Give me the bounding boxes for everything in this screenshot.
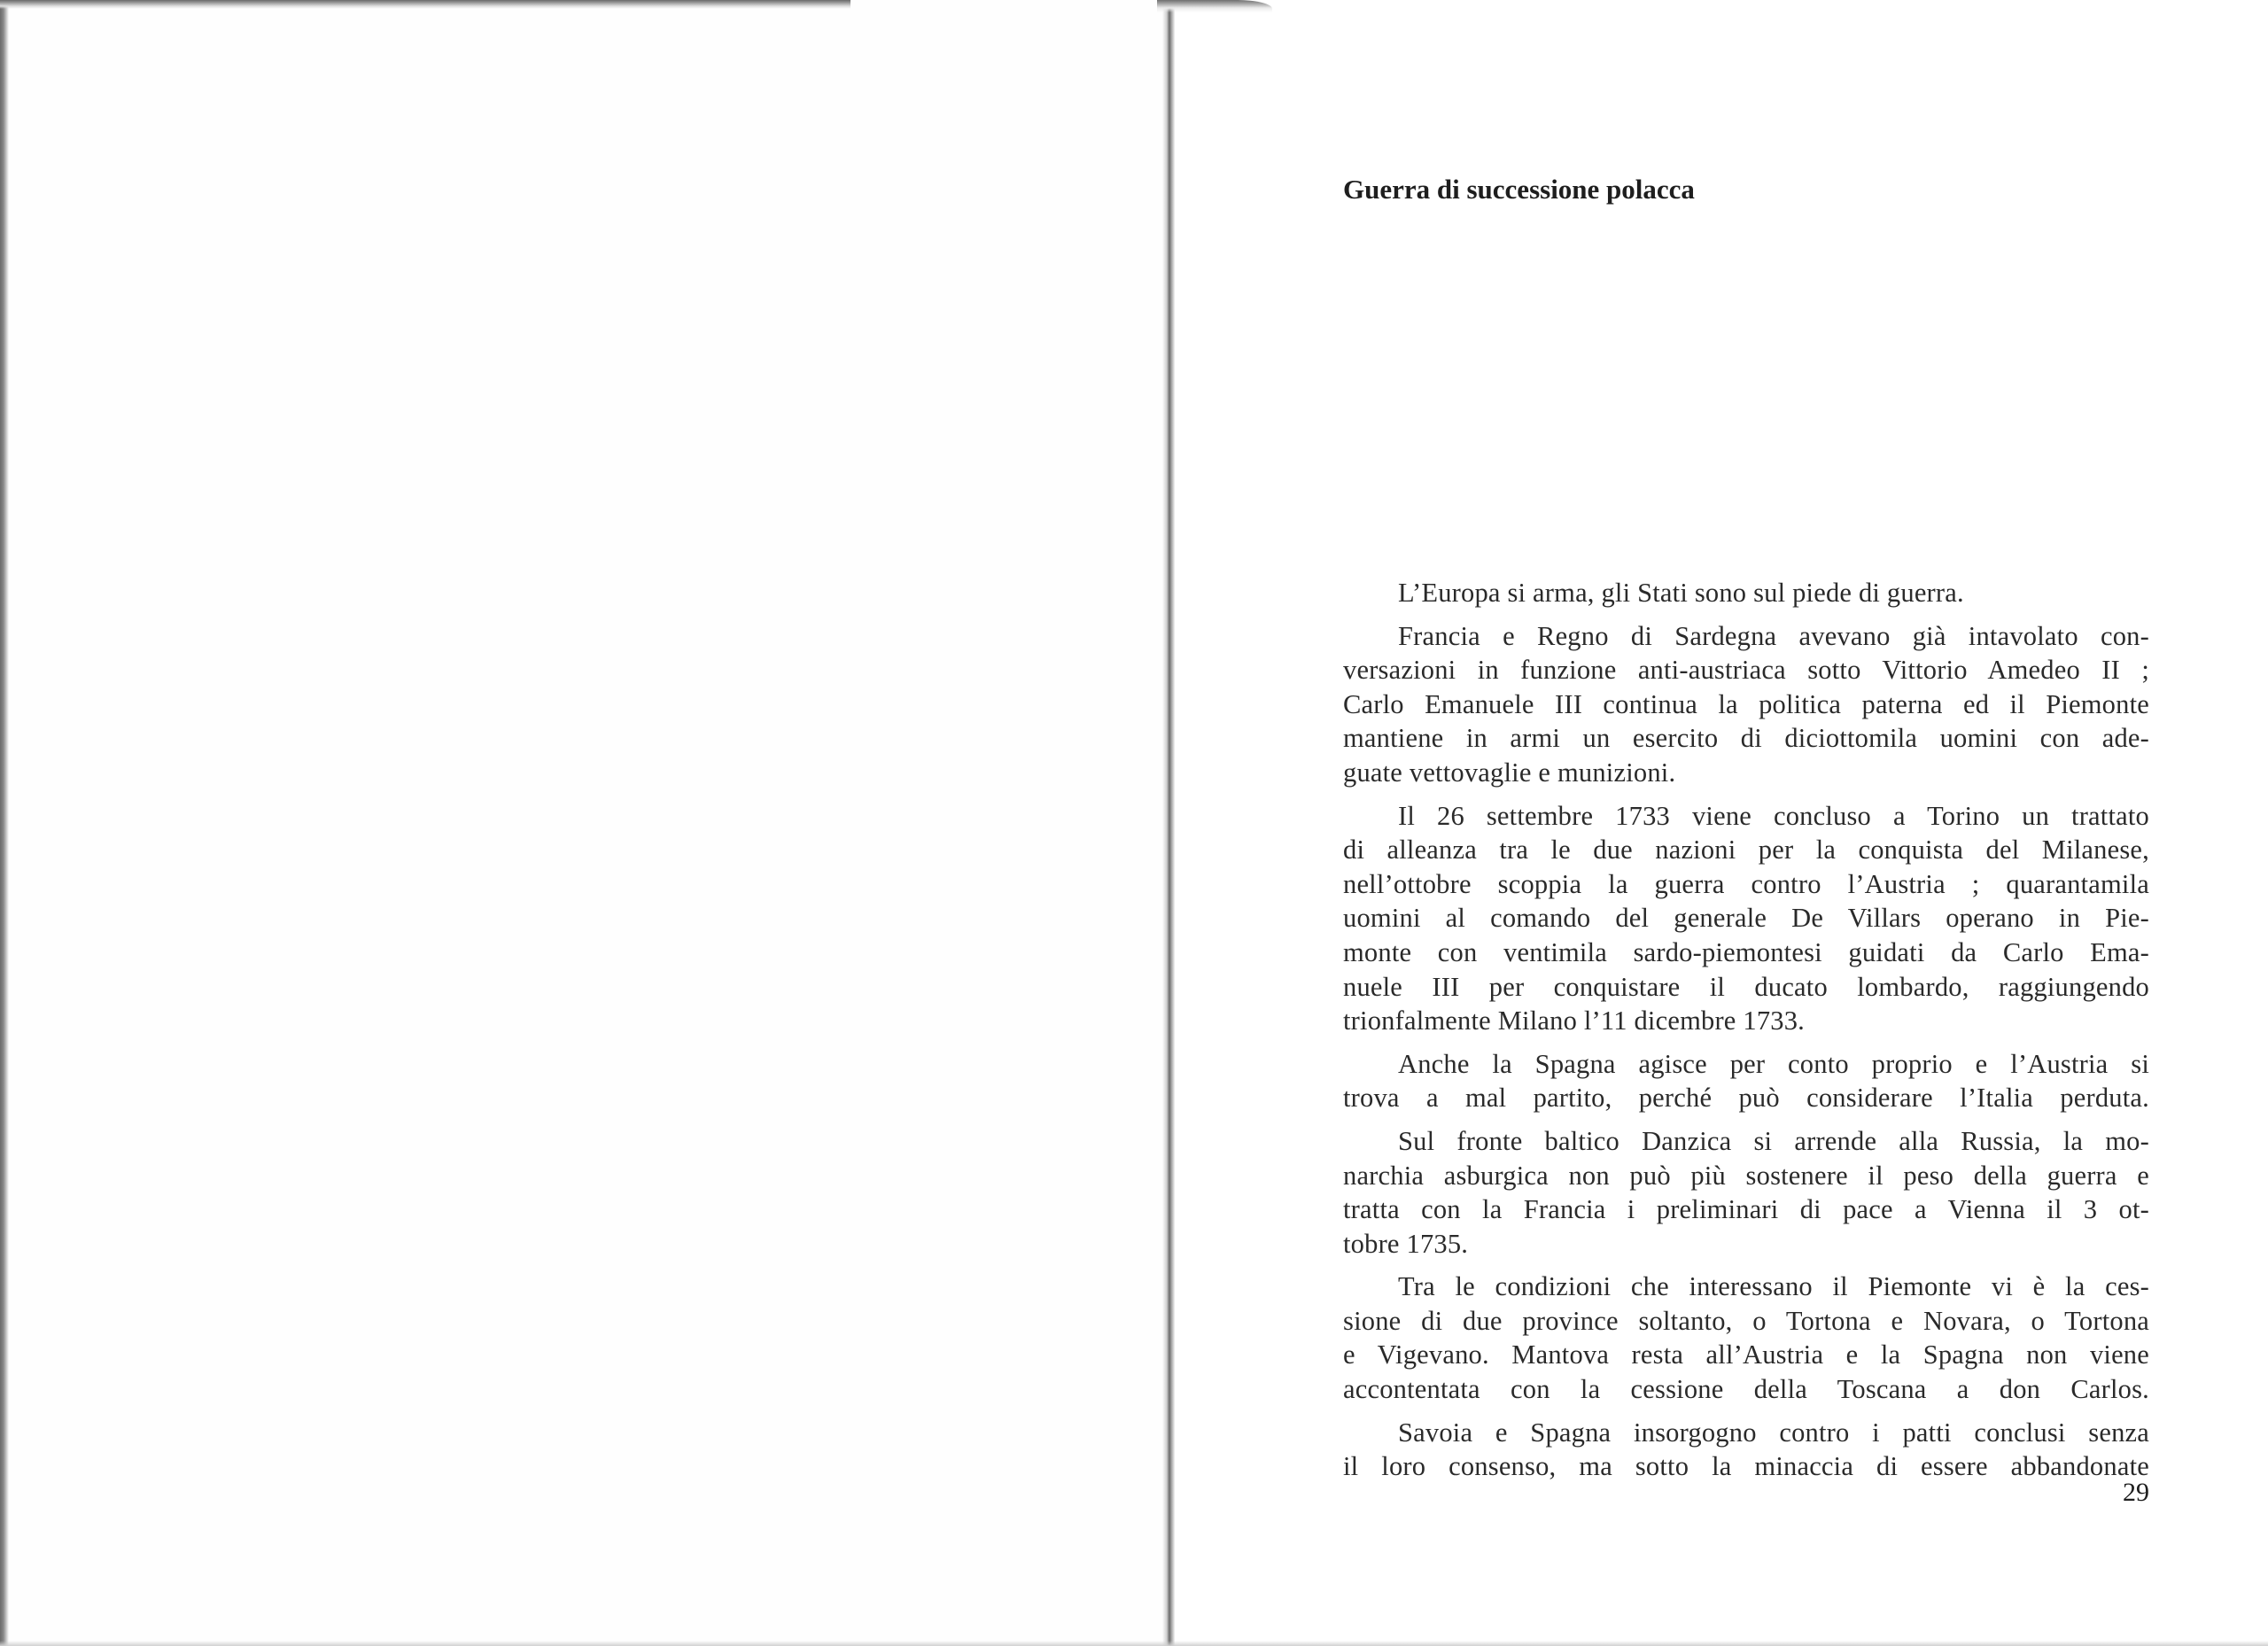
text-line: L’Europa si arma, gli Stati sono sul piede di guerra. bbox=[1398, 578, 1964, 608]
text-line: accontentata con la cessione della Toscana a don Carlos. bbox=[1343, 1374, 2149, 1405]
bottom-page-edge bbox=[0, 1641, 2268, 1646]
paragraph bbox=[1343, 576, 2149, 610]
text-line: nuele III per conquistare il ducato lombardo, raggiungendo bbox=[1343, 971, 2149, 1002]
text-line: uomini al comando del generale De Villars operano in Pie- bbox=[1343, 903, 2149, 934]
text-line: trova a mal partito, perché può considerare l’Italia perduta. bbox=[1343, 1083, 2149, 1114]
paragraph bbox=[1343, 619, 2149, 790]
text-line: mantiene in armi un esercito di diciottomila uomini con ade- bbox=[1343, 723, 2149, 754]
text-line: narchia asburgica non può più sostenere il peso della guerra e bbox=[1343, 1160, 2149, 1191]
text-line: Carlo Emanuele III continua la politica paterna ed il Piemonte bbox=[1343, 688, 2149, 719]
paragraph bbox=[1343, 1416, 2149, 1484]
text-line: Savoia e Spagna insorgogno contro i patti conclusi senza bbox=[1398, 1417, 2149, 1448]
text-line: monte con ventimila sardo-piemontesi guidati da Carlo Ema- bbox=[1343, 936, 2149, 967]
text-line: Il 26 settembre 1733 viene concluso a Torino un trattato bbox=[1398, 800, 2149, 831]
text-line: Tra le condizioni che interessano il Piemonte vi è la ces- bbox=[1398, 1271, 2149, 1302]
page-number: 29 bbox=[2123, 1478, 2149, 1507]
chapter-title: Guerra di successione polacca bbox=[1343, 174, 1695, 205]
left-page-edge bbox=[0, 0, 9, 1646]
book-gutter bbox=[1162, 0, 1175, 1646]
paragraph bbox=[1343, 1269, 2149, 1406]
text-line: di alleanza tra le due nazioni per la conquista del Milanese, bbox=[1343, 835, 2149, 866]
text-line: nell’ottobre scoppia la guerra contro l’Austria ; quarantamila bbox=[1343, 868, 2149, 899]
text-line: versazioni in funzione anti-austriaca sotto Vittorio Amedeo II ; bbox=[1343, 655, 2149, 686]
text-line: Sul fronte baltico Danzica si arrende alla Russia, la mo- bbox=[1398, 1125, 2149, 1156]
gutter-top-curl bbox=[1157, 0, 1272, 12]
text-line: Anche la Spagna agisce per conto proprio e l’Austria si bbox=[1398, 1048, 2149, 1079]
paragraph bbox=[1343, 799, 2149, 1038]
text-line: tobre 1735. bbox=[1343, 1228, 1469, 1259]
body-text bbox=[1343, 576, 2149, 1484]
top-page-edge bbox=[0, 0, 850, 9]
text-line: sione di due province soltanto, o Tortona e Novara, o Tortona bbox=[1343, 1305, 2149, 1336]
text-line: guate vettovaglie e munizioni. bbox=[1343, 757, 1676, 788]
text-line: e Vigevano. Mantova resta all’Austria e la Spagna non viene bbox=[1343, 1339, 2149, 1370]
text-line: tratta con la Francia i preliminari di pace a Vienna il 3 ot- bbox=[1343, 1194, 2149, 1225]
text-line: trionfalmente Milano l’11 dicembre 1733. bbox=[1343, 1005, 1805, 1037]
paragraph bbox=[1343, 1124, 2149, 1261]
paragraph bbox=[1343, 1047, 2149, 1115]
text-line: Francia e Regno di Sardegna avevano già intavolato con- bbox=[1398, 620, 2149, 651]
text-line: il loro consenso, ma sotto la minaccia di essere abbandonate bbox=[1343, 1451, 2149, 1482]
